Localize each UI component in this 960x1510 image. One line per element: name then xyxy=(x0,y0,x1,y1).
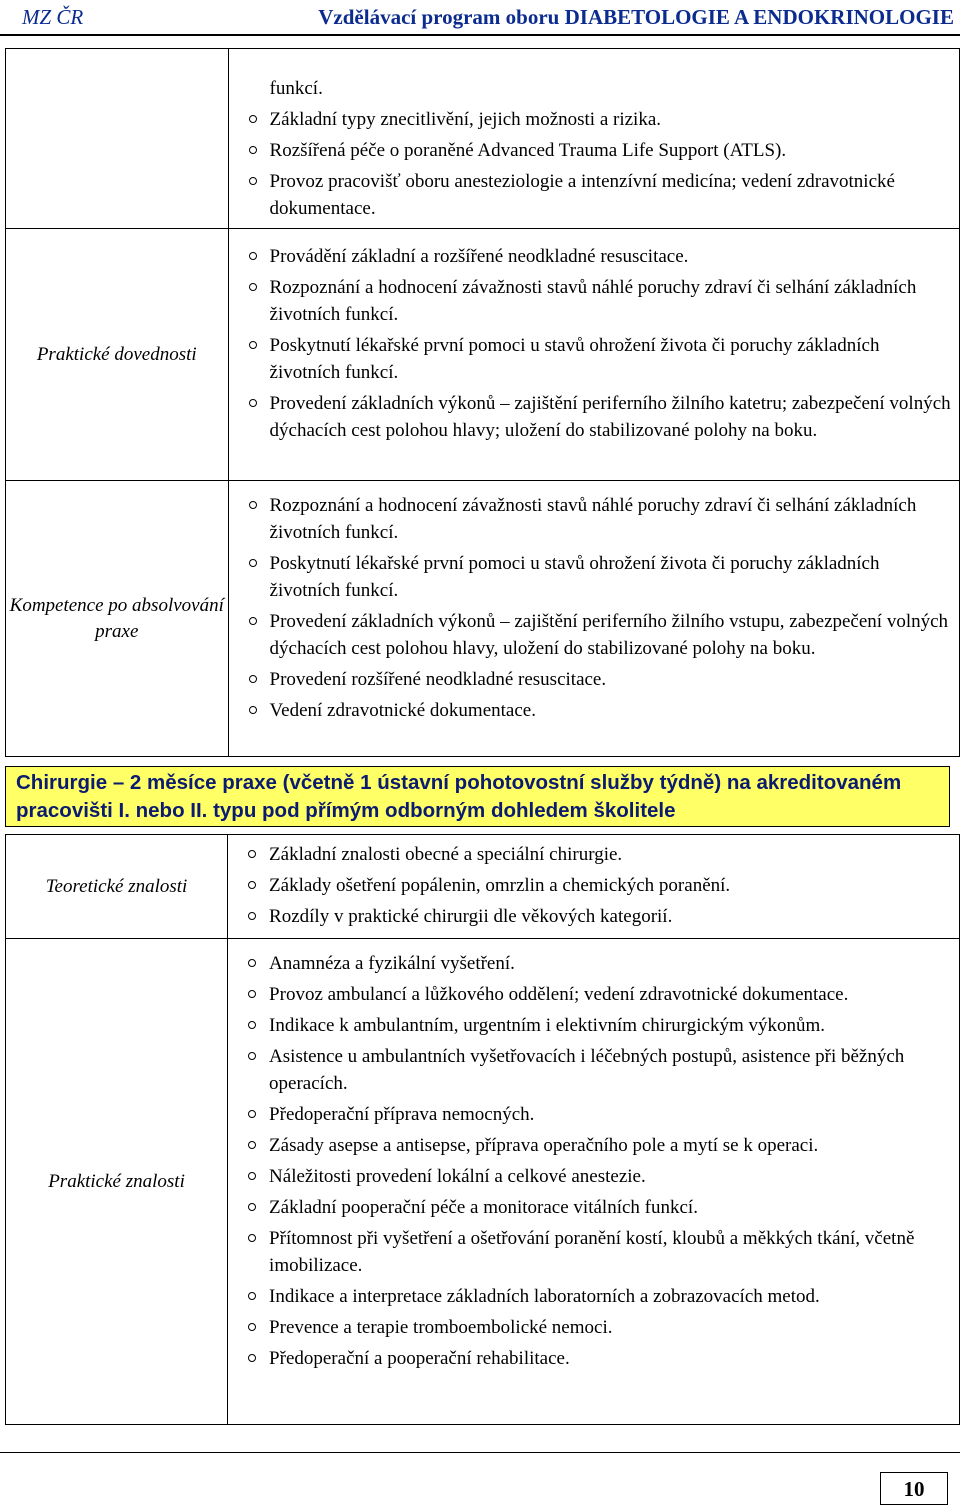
bullet-list xyxy=(243,75,951,222)
bullet-list xyxy=(243,243,951,444)
list-item: Základní znalosti obecné a speciální chirurgie. xyxy=(242,841,951,868)
list-item: Provoz pracovišť oboru anesteziologie a intenzívní medicína; vedení zdravotnické dokumentace. xyxy=(243,168,951,222)
list-item: Náležitosti provedení lokální a celkové anestezie. xyxy=(242,1163,951,1190)
list-item: funkcí. xyxy=(269,78,323,99)
list-item: Zásady asepse a antisepse, příprava operačního pole a mytí se k operaci. xyxy=(242,1132,951,1159)
row-label: Praktické znalosti xyxy=(6,939,228,1425)
table-row xyxy=(6,229,960,481)
list-item: Poskytnutí lékařské první pomoci u stavů ohrožení života či poruchy základních životních funkcí. xyxy=(243,550,951,604)
list-item: Rozpoznání a hodnocení závažnosti stavů náhlé poruchy zdraví či selhání základních životních funkcí. xyxy=(243,492,951,546)
list-item: Provedení rozšířené neodkladné resuscitace. xyxy=(243,666,951,693)
list-item: Poskytnutí lékařské první pomoci u stavů ohrožení života či poruchy základních životních funkcí. xyxy=(243,332,951,386)
list-item: Rozšířená péče o poraněné Advanced Trauma Life Support (ATLS). xyxy=(243,137,951,164)
row-label: Teoretické znalosti xyxy=(6,835,228,939)
list-item: Předoperační příprava nemocných. xyxy=(242,1101,951,1128)
list-item: Provádění základní a rozšířené neodkladné resuscitace. xyxy=(243,243,951,270)
table-row xyxy=(6,939,960,1425)
bullet-list xyxy=(242,950,951,1372)
list-item: Indikace a interpretace základních laboratorních a zobrazovacích metod. xyxy=(242,1283,951,1310)
header-ministry: MZ ČR xyxy=(22,5,84,29)
page-number: 10 xyxy=(880,1472,948,1505)
row-label: Kompetence po absolvování praxe xyxy=(6,481,229,757)
table-row xyxy=(6,481,960,757)
list-item: Vedení zdravotnické dokumentace. xyxy=(243,697,951,724)
row-label xyxy=(6,49,229,229)
list-item: Provoz ambulancí a lůžkového oddělení; vedení zdravotnické dokumentace. xyxy=(242,981,951,1008)
row-content xyxy=(228,49,959,229)
list-item: Základy ošetření popálenin, omrzlin a chemických poranění. xyxy=(242,872,951,899)
bullet-list xyxy=(242,841,951,930)
row-content xyxy=(228,835,960,939)
list-item: Základní typy znecitlivění, jejich možnosti a rizika. xyxy=(243,106,951,133)
header-program-title: Vzdělávací program oboru DIABETOLOGIE A ENDOKRINOLOGIE xyxy=(318,5,954,29)
row-content xyxy=(228,939,960,1425)
list-item: Rozdíly v praktické chirurgii dle věkových kategorií. xyxy=(242,903,951,930)
table-row xyxy=(6,835,960,939)
list-item: Přítomnost při vyšetření a ošetřování poranění kostí, kloubů a měkkých tkání, včetně imobilizace. xyxy=(242,1225,951,1279)
list-item: Prevence a terapie tromboembolické nemoci. xyxy=(242,1314,951,1341)
page-header xyxy=(0,0,960,34)
table-row xyxy=(6,49,960,229)
row-label: Praktické dovednosti xyxy=(6,229,229,481)
section-title: Chirurgie – 2 měsíce praxe (včetně 1 ústavní pohotovostní služby týdně) na akreditovaném pracovišti I. nebo II. typu pod přímým odborným dohledem školitele xyxy=(5,766,950,827)
surgery-table xyxy=(5,834,960,1425)
bullet-list xyxy=(243,492,951,724)
list-item: Provedení základních výkonů – zajištění periferního žilního katetru; zabezpečení volných dýchacích cest polohou hlavy; uložení do stabilizované polohy na boku. xyxy=(243,390,951,444)
list-item: Anamnéza a fyzikální vyšetření. xyxy=(242,950,951,977)
list-item: Asistence u ambulantních vyšetřovacích i léčebných postupů, asistence při běžných operacích. xyxy=(242,1043,951,1097)
list-item: Základní pooperační péče a monitorace vitálních funkcí. xyxy=(242,1194,951,1221)
list-item: Indikace k ambulantním, urgentním i elektivním chirurgickým výkonům. xyxy=(242,1012,951,1039)
row-content xyxy=(228,481,959,757)
list-item: Předoperační a pooperační rehabilitace. xyxy=(242,1345,951,1372)
list-item: Rozpoznání a hodnocení závažnosti stavů náhlé poruchy zdraví či selhání základních životních funkcí. xyxy=(243,274,951,328)
row-content xyxy=(228,229,959,481)
list-item: Provedení základních výkonů – zajištění periferního žilního vstupu, zabezpečení volných dýchacích cest polohou hlavy, uložení do stabilizované polohy na boku. xyxy=(243,608,951,662)
header-rule xyxy=(0,34,960,36)
anesthesiology-table xyxy=(5,48,960,757)
footer-rule xyxy=(0,1452,960,1453)
